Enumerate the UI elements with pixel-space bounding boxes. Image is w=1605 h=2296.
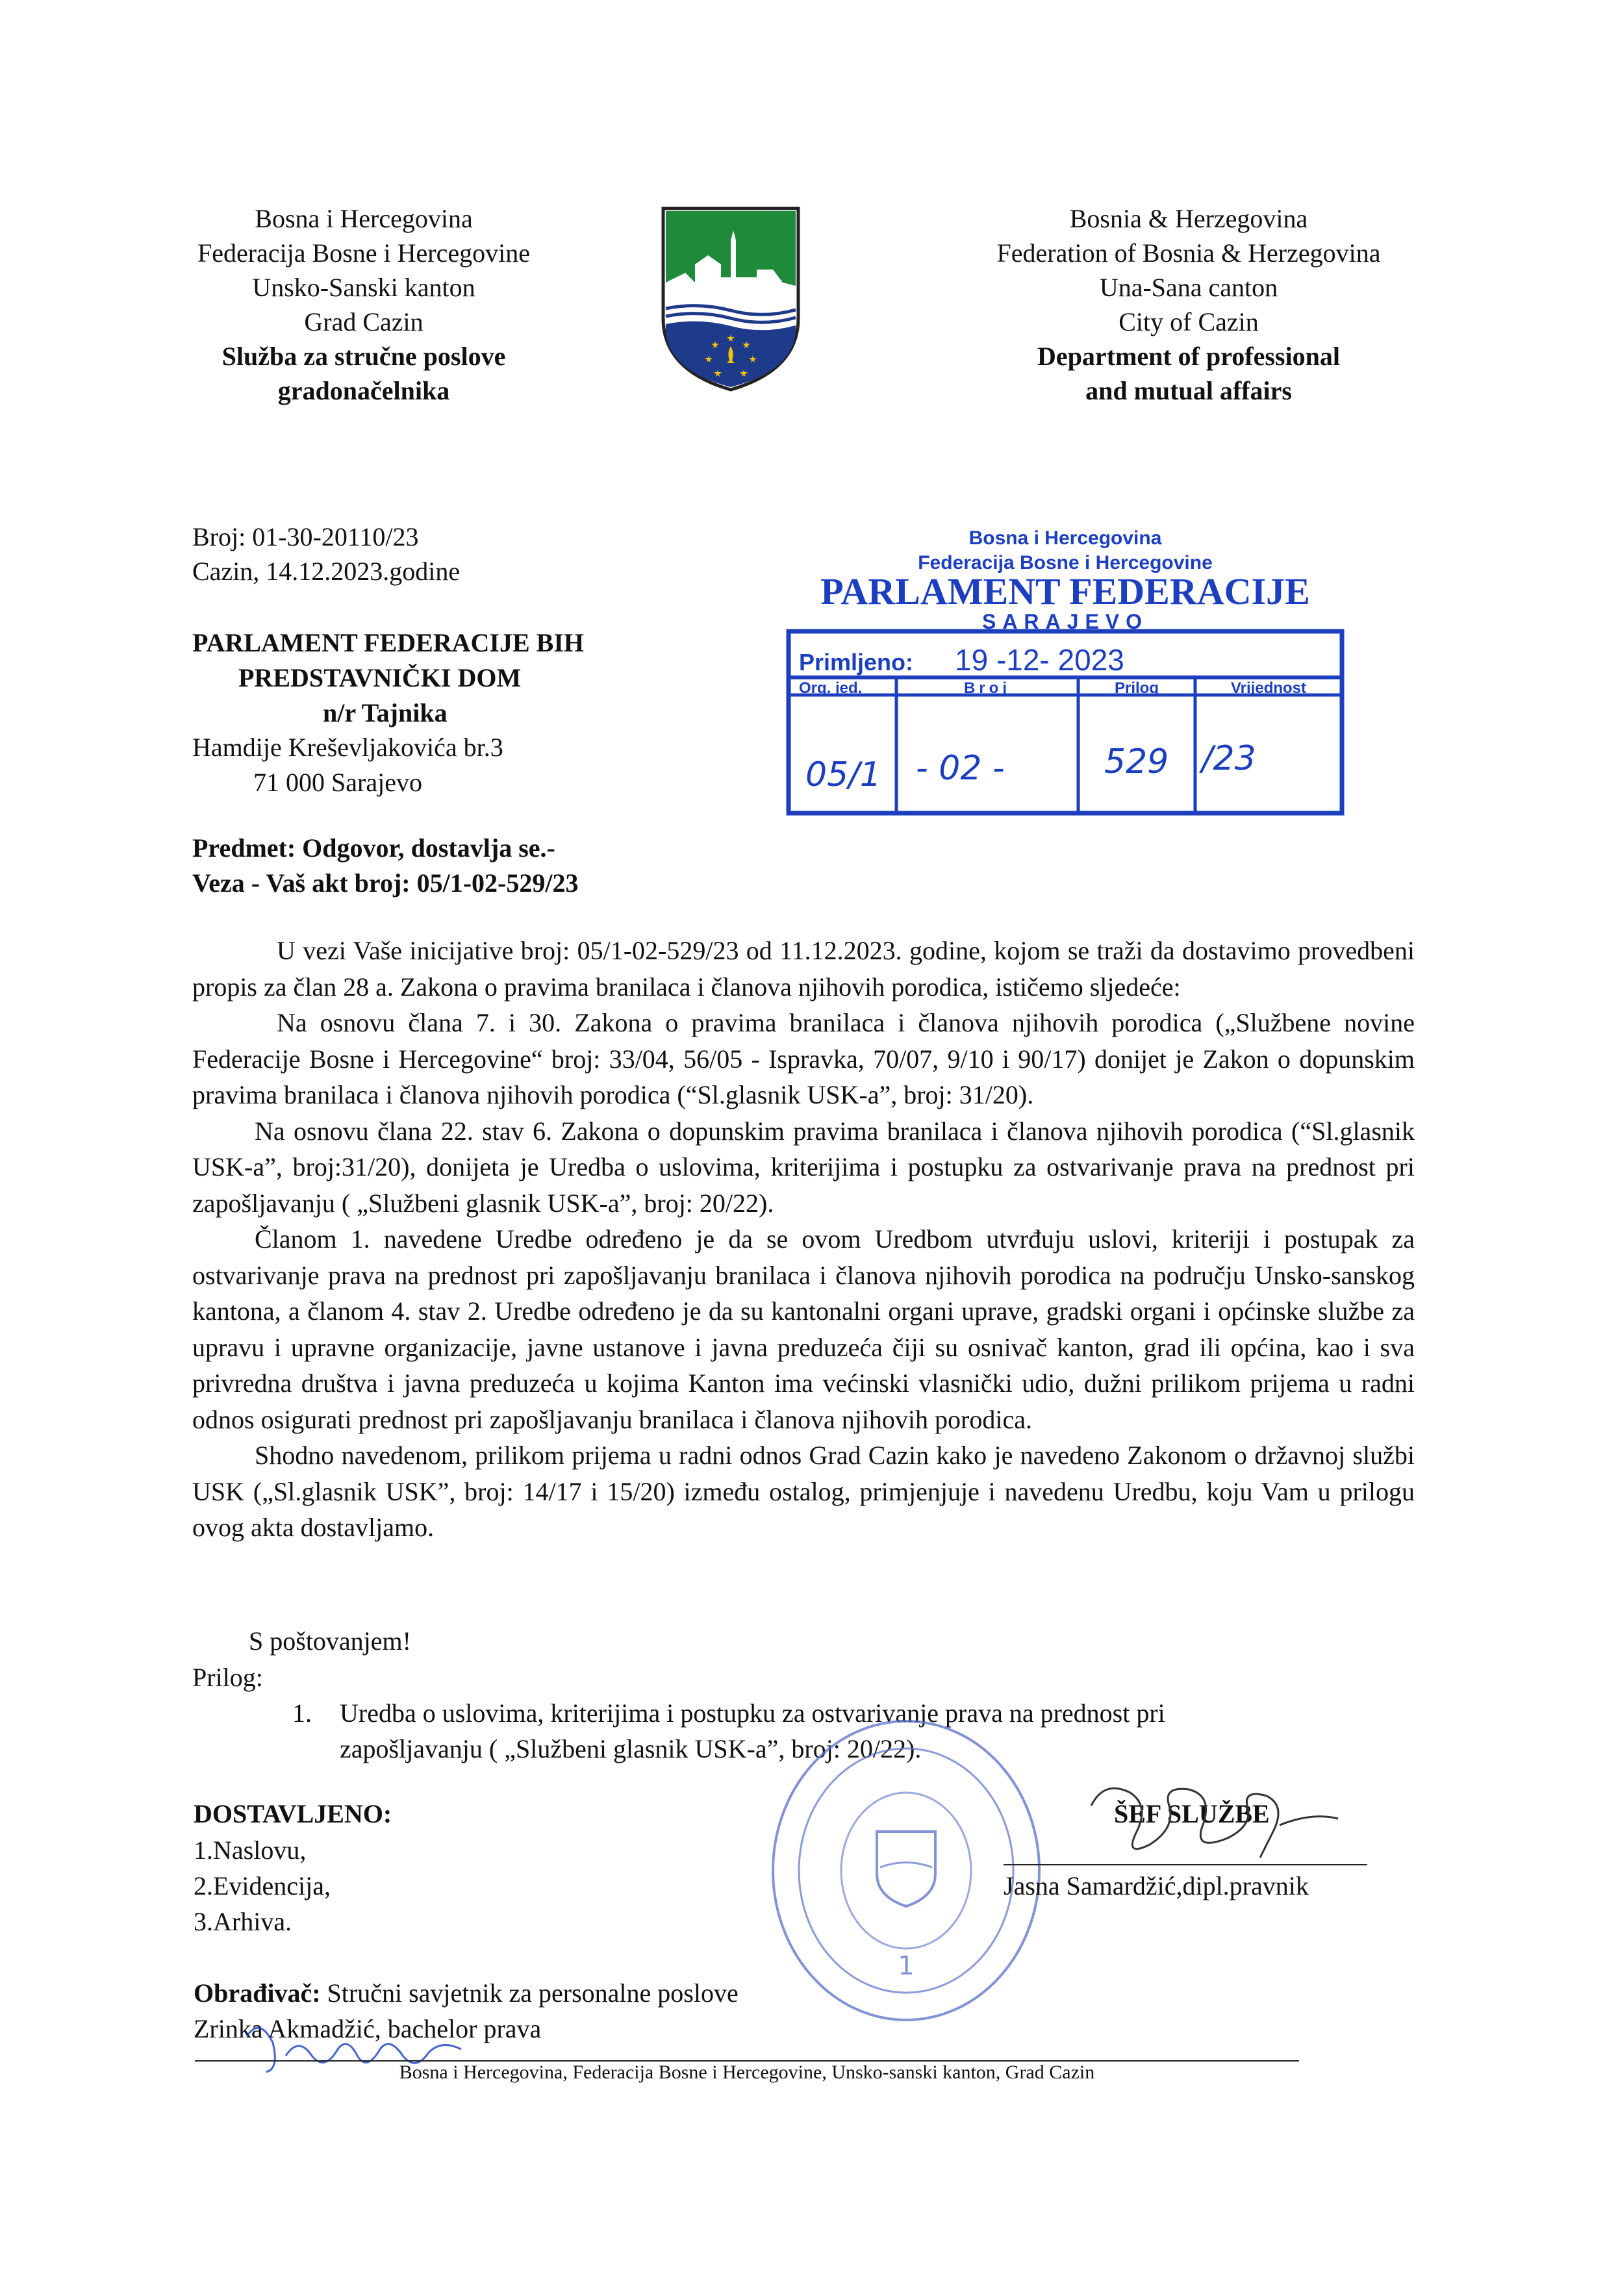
delivered-title: DOSTAVLJENO:: [194, 1799, 392, 1828]
recipient-street: Hamdije Kreševljakovića br.3: [192, 733, 503, 762]
stamp-title: PARLAMENT FEDERACIJE: [820, 570, 1310, 612]
signature-name: Jasna Samardžić,dipl.pravnik: [1004, 1871, 1309, 1900]
delivered-item: 1.Naslovu,: [194, 1836, 307, 1865]
stamp-line: Bosna i Hercegovina: [968, 527, 1162, 549]
header-left-line: Grad Cazin: [304, 307, 423, 336]
svg-text:1: 1: [898, 1951, 915, 1981]
stamp-handwritten-value: 529: [1104, 742, 1169, 781]
body-paragraph: U vezi Vaše inicijative broj: 05/1-02-529/23 od 11.12.2023. godine, kojom se traži da dostavimo provedbeni propis za član 28 a. Zakona o pravima branilaca i članova njihovih porodica, ističemo sljedeće:: [192, 936, 1415, 1002]
processor-line: [194, 1976, 739, 2011]
letter-body: [192, 933, 1415, 1546]
recipient-dept: PREDSTAVNIČKI DOM: [238, 663, 522, 692]
stamp-handwritten-value: 05/1: [805, 755, 881, 794]
header-left-dept: Služba za stručne poslove: [221, 342, 506, 371]
processor-role: Stručni savjetnik za personalne poslove: [327, 1978, 739, 2008]
stamp-col-header: Vrijednost: [1230, 679, 1307, 697]
subject-reference: Veza - Vaš akt broj: 05/1-02-529/23: [192, 868, 579, 898]
stamp-col-header: Org. jed.: [799, 679, 863, 697]
delivered-item: 3.Arhiva.: [194, 1907, 292, 1936]
signature-title: ŠEF SLUŽBE: [1114, 1799, 1270, 1828]
header-left-line: Federacija Bosne i Hercegovine: [197, 238, 530, 268]
processor-label: Obrađivač:: [194, 1978, 321, 2008]
body-paragraph: Članom 1. navedene Uredbe određeno je da se ovom Uredbom utvrđuju uslovi, kriteriji i postupak za ostvarivanje prava na prednost pri zapošljavanju branilaca i članova njihovih porodica na području Unsko-sanskog kantona, a članom 4. stav 2. Uredbe određeno je da su kantonalni organi uprave, gradski organi i općinske službe za upravu i upravne organizacije, javne ustanove i javna preduzeća čiji su osnivač kanton, grad ili općina, kao i sva privredna društva i javna preduzeća u kojima Kanton ima većinski vlasnički udio, dužni prilikom prijema u radni odnos osigurati prednost pri zapošljavanju branilaca i članova njihovih porodica.: [192, 1224, 1415, 1434]
footer-address: Bosna i Hercegovina, Federacija Bosne i Hercegovine, Unsko-sanski kanton, Grad Cazin: [399, 2062, 1095, 2083]
stamp-line: Federacija Bosne i Hercegovine: [918, 552, 1213, 574]
signature-rule: [1004, 1864, 1367, 1865]
stamp-col-header: Prilog: [1114, 679, 1159, 697]
header-left-line: Unsko-Sanski kanton: [252, 273, 475, 302]
header-right-line: Bosnia & Herzegovina: [1069, 204, 1308, 233]
coat-of-arms-logo: [659, 205, 802, 393]
recipient-attention: n/r Tajnika: [323, 698, 448, 727]
header-left: [149, 201, 578, 408]
stamp-received-date: 19 -12- 2023: [955, 643, 1124, 677]
handwritten-signature: [1065, 1767, 1390, 1871]
attachment-item: zapošljavanju ( „Službeni glasnik USK-a”, broj: 20/22).: [340, 1734, 922, 1763]
stamp-received-label: Primljeno:: [799, 649, 914, 675]
stamp-handwritten-value: - 02 -: [916, 749, 1005, 788]
document-date: Cazin, 14.12.2023.godine: [192, 557, 461, 586]
header-left-line: Bosna i Hercegovina: [255, 204, 473, 233]
recipient-city: 71 000 Sarajevo: [253, 768, 422, 797]
attachment-label: Prilog:: [192, 1663, 263, 1692]
header-right-dept: and mutual affairs: [1085, 376, 1292, 405]
subject-line: Predmet: Odgovor, dostavlja se.-: [192, 833, 555, 863]
document-number: Broj: 01-30-20110/23: [192, 522, 419, 551]
header-right-line: Una-Sana canton: [1099, 273, 1278, 302]
closing-greeting: S poštovanjem!: [249, 1626, 411, 1656]
header-right-line: City of Cazin: [1118, 307, 1259, 336]
recipient-name: PARLAMENT FEDERACIJE BIH: [192, 628, 585, 657]
processor-name: Zrinka Akmadžić, bachelor prava: [194, 2014, 542, 2043]
received-stamp: [779, 520, 1351, 825]
header-left-dept: gradonačelnika: [277, 376, 450, 405]
header-right: [955, 201, 1422, 408]
delivered-item: 2.Evidencija,: [194, 1871, 331, 1900]
body-paragraph: Shodno navedenom, prilikom prijema u radni odnos Grad Cazin kako je navedeno Zakonom o državnoj službi USK („Sl.glasnik USK”, broj: 14/17 i 15/20) između ostalog, primjenjuje i navedenu Uredbu, koju Vam u prilogu ovog akta dostavljamo.: [192, 1441, 1415, 1542]
header-right-dept: Department of professional: [1037, 342, 1340, 371]
attachment-item: Uredba o uslovima, kriterijima i postupku za ostvarivanje prava na prednost pri: [340, 1698, 1165, 1728]
body-paragraph: Na osnovu člana 22. stav 6. Zakona o dopunskim pravima branilaca i članova njihovih porodica (“Sl.glasnik USK-a”, broj:31/20), donijeta je Uredba o uslovima, kriterijima i postupku za ostvarivanje prava na prednost pri zapošljavanju ( „Službeni glasnik USK-a”, broj: 20/22).: [192, 1116, 1415, 1218]
stamp-col-header: Broj: [964, 679, 1011, 697]
stamp-city: SARAJEVO: [981, 610, 1149, 633]
attachment-number: 1.: [292, 1698, 312, 1728]
stamp-handwritten-value: /23: [1202, 739, 1256, 778]
body-paragraph: Na osnovu člana 7. i 30. Zakona o pravima branilaca i članova njihovih porodica („Službene novine Federacije Bosne i Hercegovine“ broj: 33/04, 56/05 - Ispravka, 70/07, 9/10 i 90/17) donijet je Zakon o dopunskim pravima branilaca i članova njihovih porodica (“Sl.glasnik USK-a”, broj: 31/20).: [192, 1008, 1415, 1109]
header-right-line: Federation of Bosnia & Herzegovina: [996, 238, 1381, 268]
